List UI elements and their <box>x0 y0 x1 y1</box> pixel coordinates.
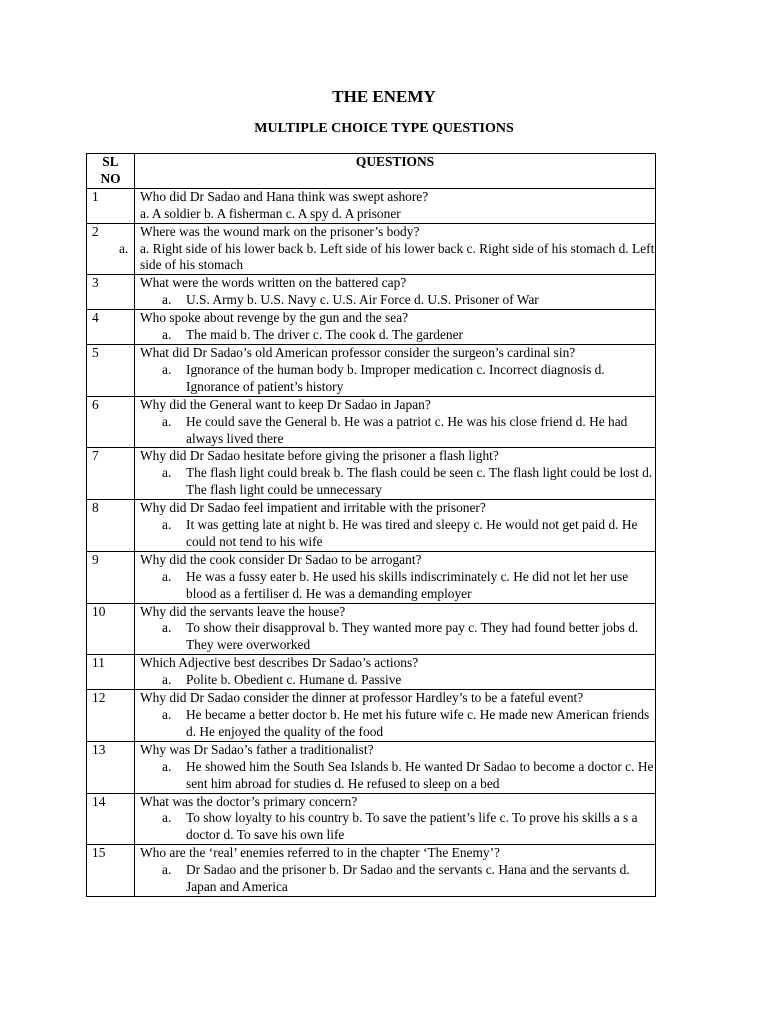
question-cell <box>135 188 656 223</box>
question-cell <box>135 344 656 396</box>
question-text: Which Adjective best describes Dr Sadao’s actions? <box>140 655 419 671</box>
question-text: Why was Dr Sadao’s father a traditionalist? <box>140 741 374 757</box>
answer-options <box>140 707 655 741</box>
sl-header-line2: NO <box>100 170 121 186</box>
option-list-marker: a. <box>162 327 172 343</box>
table-row <box>87 690 656 742</box>
table-row <box>87 188 656 223</box>
serial-number: 12 <box>87 690 135 742</box>
answer-options <box>140 862 655 896</box>
table-row <box>87 741 656 793</box>
question-cell <box>135 845 656 897</box>
options-text: The flash light could break b. The flash could be seen c. The flash light could be lost d. The flash light could be unnecessary <box>186 465 653 498</box>
serial-number: 10 <box>87 603 135 655</box>
question-cell <box>135 793 656 845</box>
answer-options <box>140 414 655 448</box>
serial-number: 3 <box>87 275 135 310</box>
answer-options <box>140 362 655 396</box>
answer-options <box>119 240 655 275</box>
answer-options <box>140 292 655 309</box>
table-row <box>87 310 656 345</box>
question-text: Why did the General want to keep Dr Sadao in Japan? <box>140 396 431 412</box>
option-list-marker: a. <box>162 707 172 722</box>
option-list-marker: a. <box>162 517 172 533</box>
answer-options <box>140 206 655 223</box>
table-header-row <box>87 154 656 189</box>
question-cell <box>135 741 656 793</box>
options-text: Dr Sadao and the prisoner b. Dr Sadao and the servants c. Hana and the servants d. Japan and America <box>186 862 630 895</box>
question-cell <box>135 275 656 310</box>
options-text: The maid b. The driver c. The cook d. The gardener <box>186 327 464 343</box>
sl-no-header <box>87 154 135 189</box>
table-row <box>87 448 656 500</box>
options-text: He showed him the South Sea Islands b. He wanted Dr Sadao to become a doctor c. He sent him abroad for studies d. He refused to sleep on a bed <box>186 758 654 791</box>
table-row <box>87 275 656 310</box>
question-cell <box>119 223 656 275</box>
options-text: To show their disapproval b. They wanted more pay c. They had found better jobs d. They were overworked <box>186 620 639 653</box>
serial-number: 1 <box>87 188 135 223</box>
question-text: Who did Dr Sadao and Hana think was swept ashore? <box>140 188 429 204</box>
question-text: Why did the servants leave the house? <box>140 603 346 619</box>
answer-options <box>140 327 655 344</box>
options-text: He was a fussy eater b. He used his skills indiscriminately c. He did not let her use blood as a fertiliser d. He was a demanding employer <box>186 568 629 601</box>
question-text: Who are the ‘real’ enemies referred to in the chapter ‘The Enemy’? <box>140 845 500 861</box>
question-text: Why did the cook consider Dr Sadao to be arrogant? <box>140 551 422 567</box>
option-list-marker: a. <box>162 413 172 429</box>
page-subtitle: MULTIPLE CHOICE TYPE QUESTIONS <box>254 121 514 136</box>
table-row <box>87 603 656 655</box>
options-text: a. Right side of his lower back b. Left side of his lower back c. Right side of his stomach d. Left side of his stomach <box>140 240 655 273</box>
serial-number: 4 <box>87 310 135 345</box>
mcq-table <box>86 153 656 897</box>
serial-number: 8 <box>87 500 135 552</box>
question-text: What did Dr Sadao’s old American professor consider the surgeon’s cardinal sin? <box>140 344 576 360</box>
serial-number: 6 <box>87 396 135 448</box>
question-cell <box>135 310 656 345</box>
question-cell <box>135 690 656 742</box>
table-row <box>87 655 656 690</box>
page-title: THE ENEMY <box>332 87 436 106</box>
question-text: Why did Dr Sadao feel impatient and irritable with the prisoner? <box>140 500 486 516</box>
options-text: It was getting late at night b. He was tired and sleepy c. He would not get paid d. He could not tend to his wife <box>186 517 638 549</box>
question-text: Why did Dr Sadao hesitate before giving the prisoner a flash light? <box>140 448 499 464</box>
table-row <box>87 500 656 552</box>
options-text: a. A soldier b. A fisherman c. A spy d. A prisoner <box>140 205 401 221</box>
option-list-marker: a. <box>162 620 172 636</box>
answer-options <box>140 759 655 793</box>
sl-header-line1: SL <box>102 154 119 169</box>
answer-options <box>140 810 655 844</box>
question-cell <box>135 396 656 448</box>
question-cell <box>135 655 656 690</box>
question-text: What was the doctor’s primary concern? <box>140 793 358 809</box>
options-text: To show loyalty to his country b. To save the patient’s life c. To prove his skills a s a doctor d. To save his own life <box>186 810 638 843</box>
option-list-marker: a. <box>162 292 172 308</box>
answer-options <box>140 465 655 499</box>
serial-number: 13 <box>87 741 135 793</box>
answer-options <box>140 517 655 551</box>
question-text: Who spoke about revenge by the gun and the sea? <box>140 310 409 326</box>
answer-options <box>140 620 655 654</box>
option-list-marker: a. <box>162 758 172 774</box>
table-row <box>87 344 656 396</box>
options-text: Polite b. Obedient c. Humane d. Passive <box>186 672 402 688</box>
table-row <box>87 793 656 845</box>
question-text: Why did Dr Sadao consider the dinner at professor Hardley’s to be a fateful event? <box>140 690 584 706</box>
serial-number: 7 <box>87 448 135 500</box>
question-cell <box>135 603 656 655</box>
question-cell <box>135 551 656 603</box>
option-list-marker: a. <box>162 361 172 377</box>
option-list-marker: a. <box>162 568 172 584</box>
serial-number: 2 <box>87 223 135 275</box>
option-list-marker: a. <box>162 810 172 826</box>
serial-number: 14 <box>87 793 135 845</box>
question-cell <box>135 448 656 500</box>
option-list-marker: a. <box>162 862 172 878</box>
serial-number: 15 <box>87 845 135 897</box>
options-text: U.S. Army b. U.S. Navy c. U.S. Air Force d. U.S. Prisoner of War <box>186 292 539 308</box>
option-list-marker: a. <box>119 240 129 256</box>
options-text: Ignorance of the human body b. Improper medication c. Incorrect diagnosis d. Ignorance of patient’s history <box>186 361 605 394</box>
serial-number: 9 <box>87 551 135 603</box>
answer-options <box>140 672 655 689</box>
answer-options <box>140 569 655 603</box>
table-row <box>87 845 656 897</box>
options-text: He became a better doctor b. He met his future wife c. He made new American friends d. He enjoyed the quality of the food <box>186 707 650 739</box>
serial-number: 5 <box>87 344 135 396</box>
serial-number: 11 <box>87 655 135 690</box>
table-row <box>87 551 656 603</box>
table-row <box>87 396 656 448</box>
table-row <box>87 223 656 275</box>
question-cell <box>135 500 656 552</box>
question-text: What were the words written on the battered cap? <box>140 275 407 291</box>
question-text: Where was the wound mark on the prisoner’s body? <box>140 223 420 239</box>
table-body <box>87 188 656 896</box>
option-list-marker: a. <box>162 465 172 481</box>
option-list-marker: a. <box>162 672 172 688</box>
questions-header: QUESTIONS <box>135 154 656 189</box>
options-text: He could save the General b. He was a patriot c. He was his close friend d. He had always lived there <box>186 413 628 446</box>
